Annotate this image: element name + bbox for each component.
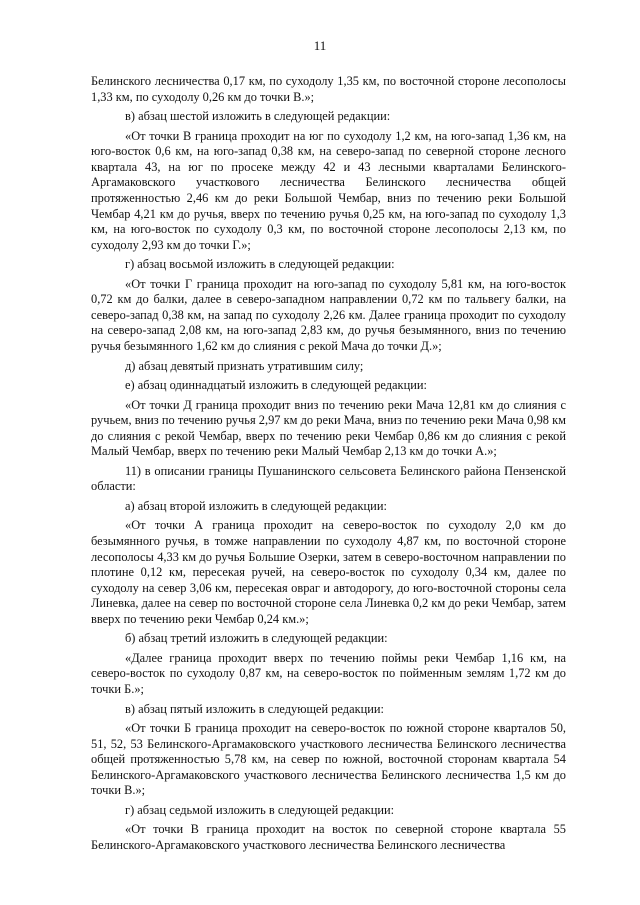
paragraph-continuation: Белинского лесничества 0,17 км, по суходолу 1,35 км, по восточной стороне лесополосы 1,33 км, по суходолу 0,26 км до точки В.»; [91, 74, 566, 104]
paragraph-further-boundary-text: «Далее граница проходит вверх по течению поймы реки Чембар 1,16 км, на северо-восток по суходолу 0,87 км, на северо-восток по пойменным землям 1,72 км до точки Б.»; [91, 650, 566, 697]
document-body [91, 74, 566, 857]
paragraph-instruction-d-ninth: д) абзац девятый признать утратившим силу; [125, 358, 364, 373]
paragraph-point-v-text: «От точки В граница проходит на юг по суходолу 1,2 км, на юго-запад 1,36 км, на юго-восток 0,6 км, на юго-запад 0,38 км, на северо-запад по северной стороне лесного квартала 43, на юг по просеке между 42 и 43 лесными кварталами Белинского-Аргамаковского участкового лесничества Белинского лесничества общей протяженностью 2,46 км до реки Большой Чембар, вниз по течению реки Большой Чембар 4,21 км до ручья, вверх по течению ручья 0,25 км, на юго-запад по суходолу 1,3 км, на юго-восток по суходолу 0,3 км, по восточной стороне лесополосы 2,13 км, по суходолу 2,93 км до точки Г.»; [91, 128, 566, 252]
page-number: 11 [313, 38, 327, 53]
paragraph-instruction-g-seventh: г) абзац седьмой изложить в следующей редакции: [125, 802, 395, 817]
paragraph-instruction-v-sixth: в) абзац шестой изложить в следующей редакции: [125, 109, 391, 124]
paragraph-point-g-text: «От точки Г граница проходит на юго-запад по суходолу 5,81 км, на юго-восток 0,72 км до балки, далее в северо-западном направлении 0,72 км по тальвегу балки, на северо-запад 0,38 км, на запад по суходолу 2,26 км. Далее граница проходит по суходолу на северо-запад 2,08 км, на юго-запад 2,83 км, до ручья безымянного, вниз по течению ручья безымянного 1,62 км до слияния с рекой Мача до точки Д.»; [91, 276, 566, 354]
paragraph-instruction-v-fifth: в) абзац пятый изложить в следующей редакции: [125, 701, 384, 716]
paragraph-section-11-heading: 11) в описании границы Пушанинского сельсовета Белинского района Пензенской области: [91, 463, 566, 494]
paragraph-point-b-text: «От точки Б граница проходит на северо-восток по южной стороне кварталов 50, 51, 52, 53 Белинского-Аргамаковского участкового лесничества Белинского лесничества общей протяженностью 5,78 км, на север по южной, восточной сторонам квартала 54 Белинского-Аргамаковского участкового лесничества Белинского лесничества 1,5 км до точки В.»; [91, 721, 566, 798]
paragraph-instruction-b-third: б) абзац третий изложить в следующей редакции: [125, 631, 388, 646]
paragraph-instruction-g-eighth: г) абзац восьмой изложить в следующей редакции: [125, 257, 395, 272]
paragraph-point-d-text: «От точки Д граница проходит вниз по течению реки Мача 12,81 км до слияния с ручьем, вниз по течению ручья 2,97 км до реки Мача, вниз по течению реки Мача 0,98 км до слияния с рекой Чембар, вверх по течению реки Чембар 0,86 км до слияния с рекой Малый Чембар, вверх по течению реки Малый Чембар 2,13 км до точки А.»; [91, 397, 566, 459]
paragraph-instruction-a-second: а) абзац второй изложить в следующей редакции: [125, 498, 387, 513]
paragraph-point-a-text: «От точки А граница проходит на северо-восток по суходолу 2,0 км до безымянного ручья, в томже направлении по суходолу 4,87 км, по восточной стороне лесополосы 4,33 км до ручья Большие Озерки, затем в северо-восточном направлении по плотине 0,12 км, пересекая ручей, на северо-восток по суходолу 0,34 км, далее по суходолу на север 3,06 км, пересекая овраг и автодорогу, до юго-восточной стороны села Линевка, далее на север по восточной стороне села Линевка 0,2 км до реки Чембар, затем вверх по течению реки Чембар 0,24 км.»; [91, 518, 566, 626]
paragraph-point-v-east-text: «От точки В граница проходит на восток по северной стороне квартала 55 Белинского-Аргамаковского участкового лесничества Белинского лесничества [91, 822, 566, 852]
paragraph-instruction-e-eleventh: е) абзац одиннадцатый изложить в следующей редакции: [125, 378, 427, 393]
